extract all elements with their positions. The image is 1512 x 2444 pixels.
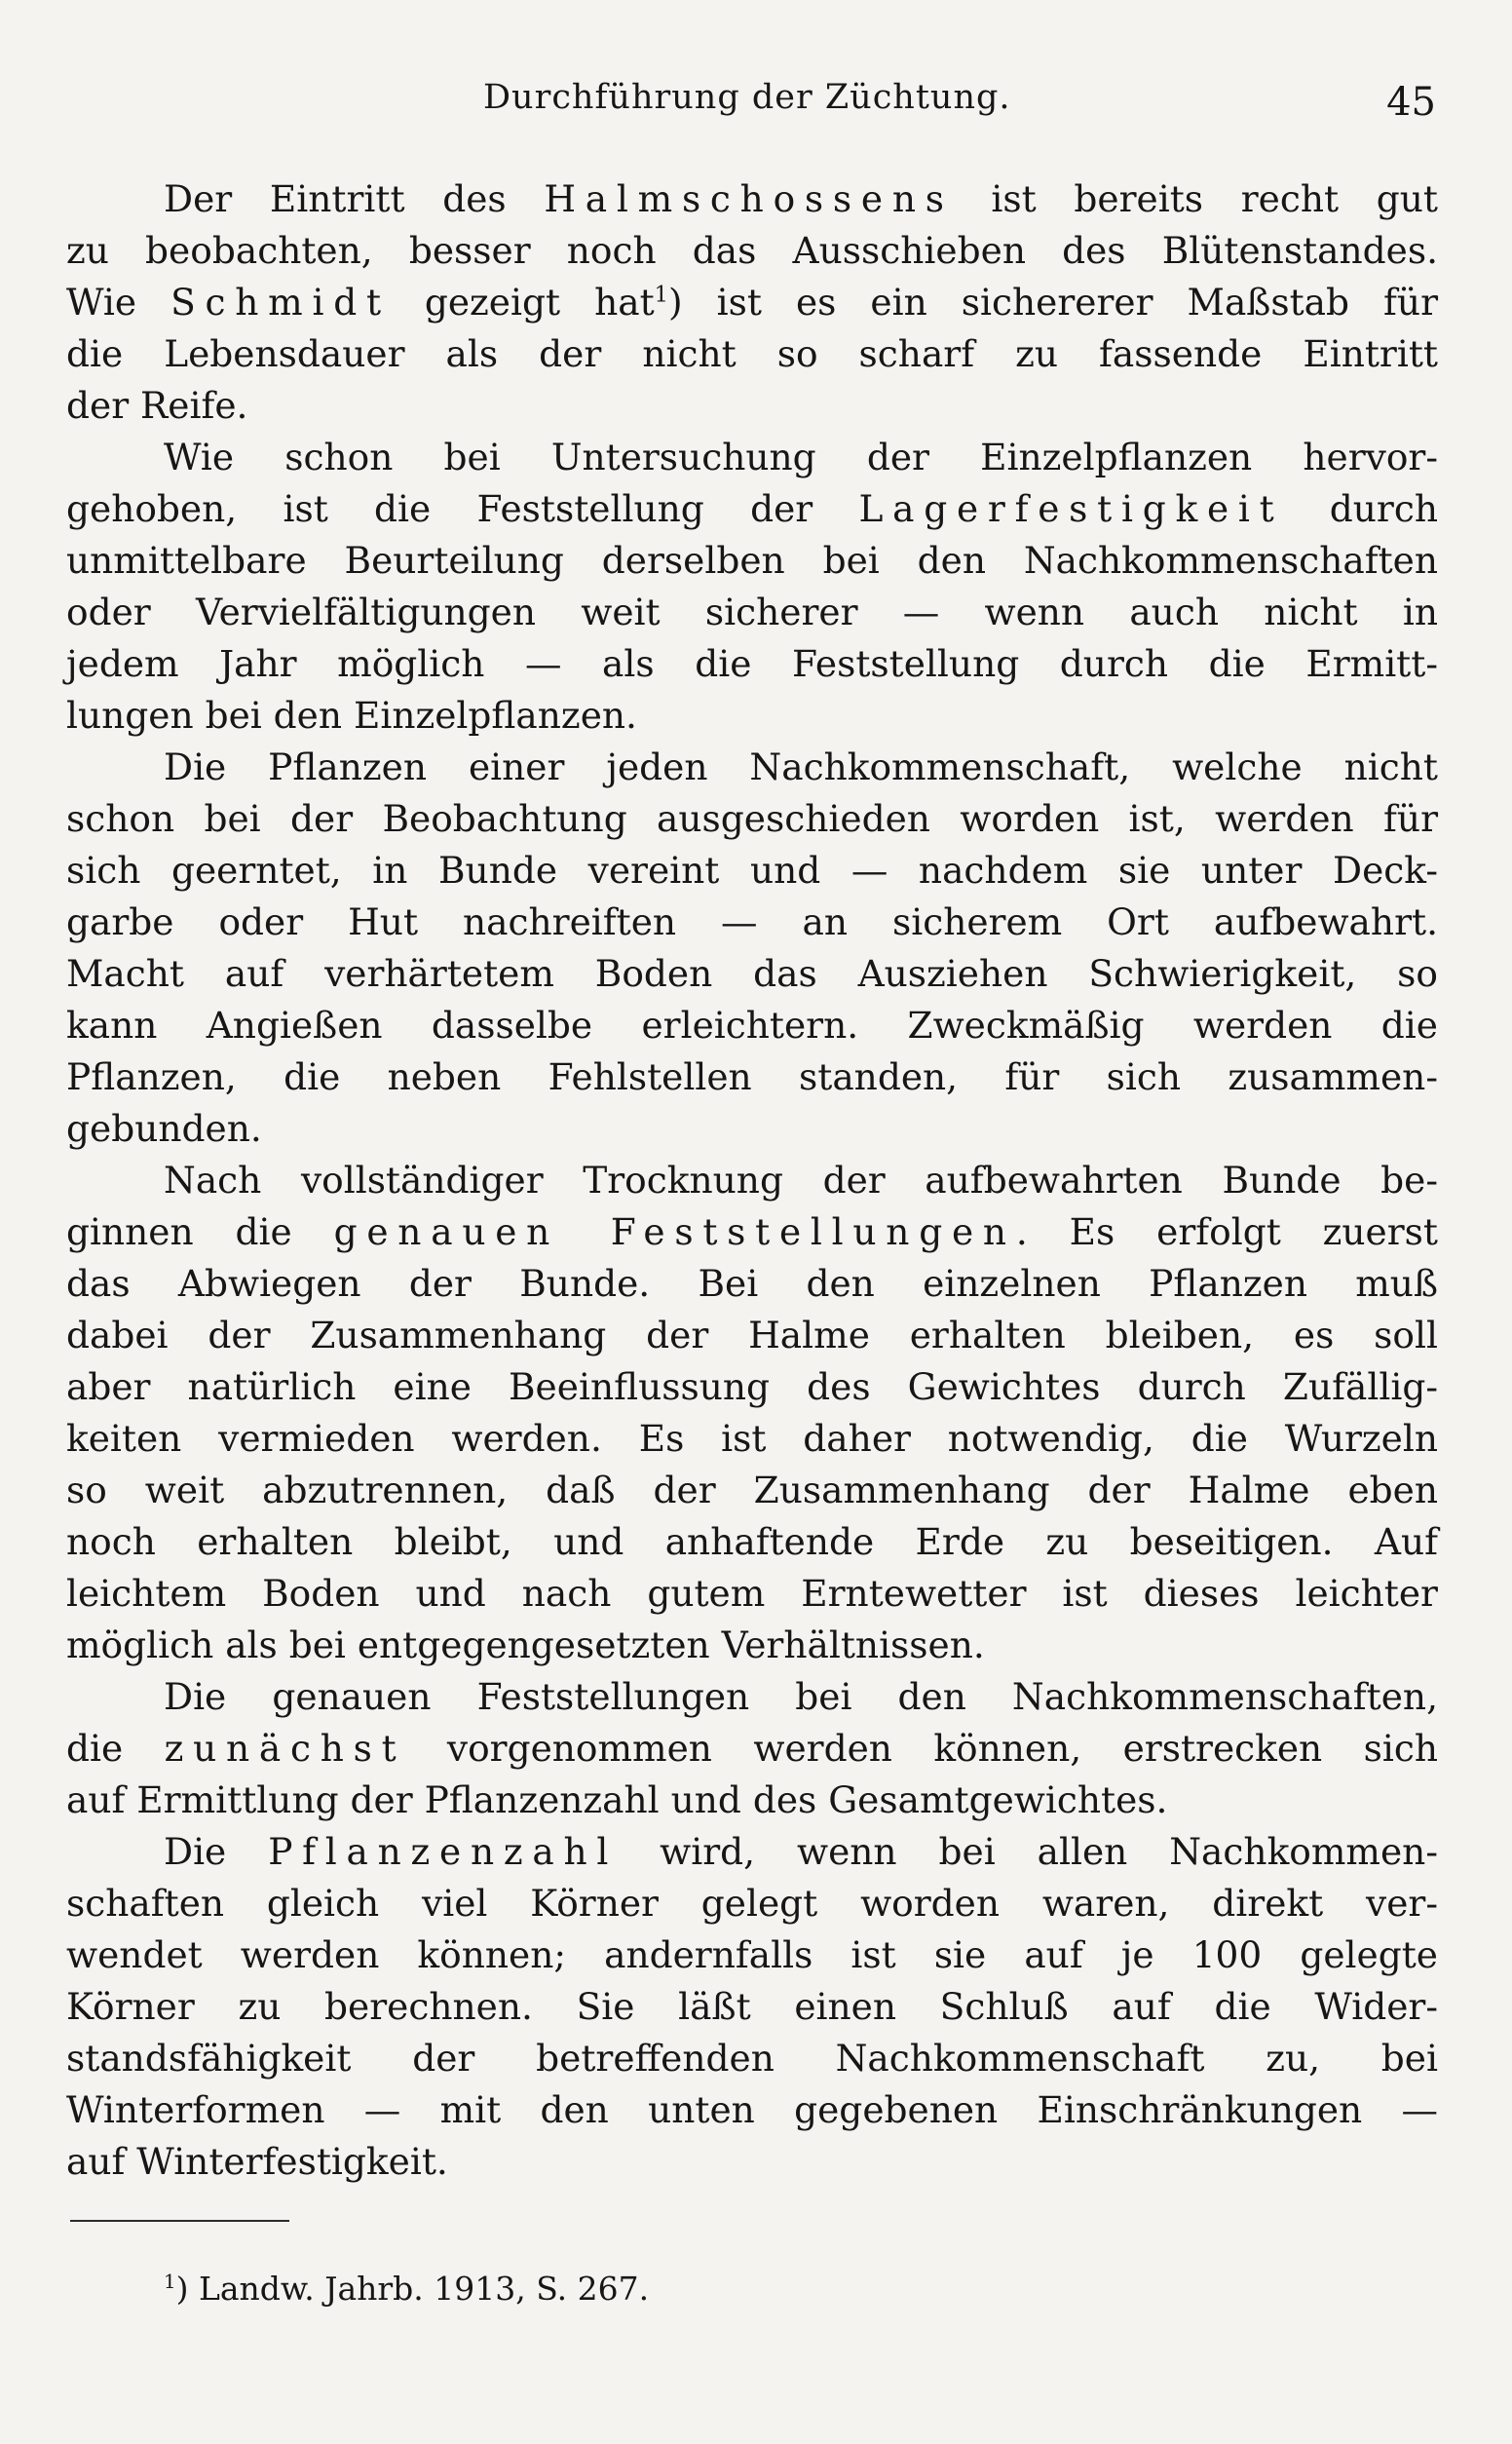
- text-line: [66, 793, 1438, 845]
- text-run: dabei der Zusammenhang der Halme erhalten bleiben, es soll: [66, 1314, 1438, 1356]
- footnote-marker: 1: [164, 2271, 176, 2293]
- text-run: Die genauen Feststellungen bei den Nachkommenschaften,: [164, 1675, 1438, 1718]
- text-line: [66, 948, 1438, 1000]
- running-title: Durchführung der Züchtung.: [483, 78, 1011, 117]
- text-run: so weit abzutrennen, daß der Zusammenhang der Halme eben: [66, 1469, 1438, 1511]
- text-run: Pflanzen, die neben Fehlstellen standen, für sich zusammen-: [66, 1055, 1438, 1098]
- footnote-text: ) Landw. Jahrb. 1913, S. 267.: [175, 2270, 650, 2308]
- text-line: [66, 1671, 1438, 1723]
- text-run: das Abwiegen der Bunde. Bei den einzelnen Pflanzen muß: [66, 1262, 1438, 1305]
- text-run: Wie: [66, 281, 171, 324]
- text-run: lungen bei den Einzelpflanzen.: [66, 694, 637, 737]
- text-run: Wie schon bei Untersuchung der Einzelpflanzen hervor-: [164, 436, 1438, 478]
- text-line: [66, 1620, 1438, 1671]
- text-run: leichtem Boden und nach gutem Erntewetter ist dieses leichter: [66, 1572, 1438, 1615]
- text-run: schaften gleich viel Körner gelegt worden waren, direkt ver-: [66, 1882, 1438, 1925]
- text-line: [66, 277, 1438, 328]
- spaced-emphasis: Pflanzenzahl: [268, 1830, 619, 1873]
- text-line: [66, 380, 1438, 432]
- text-run: standsfähigkeit der betreffenden Nachkommenschaft zu, bei: [66, 2037, 1438, 2080]
- text-line: [66, 1516, 1438, 1568]
- text-line: [66, 1310, 1438, 1361]
- text-run: der Reife.: [66, 384, 248, 427]
- text-run: wird, wenn bei allen Nachkommen-: [618, 1830, 1438, 1873]
- text-run: sich geerntet, in Bunde vereint und — nachdem sie unter Deck-: [66, 849, 1438, 892]
- page-number: 45: [1386, 80, 1436, 125]
- text-line: [66, 1826, 1438, 1878]
- text-line: [66, 1929, 1438, 1981]
- text-run: jedem Jahr möglich — als die Feststellung durch die Ermitt-: [66, 642, 1438, 685]
- spaced-emphasis: zunächst: [164, 1727, 406, 1770]
- text-line: [66, 535, 1438, 587]
- text-line: [66, 483, 1438, 535]
- footnote-reference: 1: [654, 282, 668, 308]
- text-line: [66, 1051, 1438, 1103]
- text-run: garbe oder Hut nachreiften — an sicherem Ort aufbewahrt.: [66, 900, 1438, 943]
- spaced-emphasis: genauen Feststellungen: [333, 1210, 1016, 1253]
- text-run: vorgenommen werden können, erstrecken sich: [405, 1727, 1438, 1770]
- text-line: [66, 173, 1438, 225]
- text-line: [66, 2033, 1438, 2084]
- text-run: ist bereits recht gut: [953, 177, 1438, 220]
- text-line: [66, 1723, 1438, 1775]
- text-line: [66, 1465, 1438, 1516]
- text-run: keiten vermieden werden. Es ist daher notwendig, die Wurzeln: [66, 1417, 1438, 1460]
- text-line: [66, 1206, 1438, 1258]
- text-line: [66, 742, 1438, 793]
- body-text: [66, 173, 1438, 2188]
- text-line: [66, 2136, 1438, 2188]
- text-run: oder Vervielfältigungen weit sicherer — wenn auch nicht in: [66, 591, 1438, 633]
- spaced-emphasis: Schmidt: [170, 281, 391, 324]
- text-run: möglich als bei entgegengesetzten Verhältnissen.: [66, 1623, 985, 1666]
- text-line: [66, 1878, 1438, 1929]
- text-run: Die Pflanzen einer jeden Nachkommenschaft, welche nicht: [164, 745, 1438, 788]
- text-run: gezeigt hat: [390, 281, 655, 324]
- text-run: kann Angießen dasselbe erleichtern. Zweckmäßig werden die: [66, 1004, 1438, 1047]
- text-run: ) ist es ein sichererer Maßstab für: [668, 281, 1438, 324]
- text-run: Die: [164, 1830, 269, 1873]
- text-run: Körner zu berechnen. Sie läßt einen Schluß auf die Wider-: [66, 1985, 1438, 2028]
- text-line: [66, 225, 1438, 277]
- text-line: [66, 1000, 1438, 1051]
- text-run: durch: [1283, 487, 1438, 530]
- text-run: ginnen die: [66, 1210, 334, 1253]
- text-line: [66, 328, 1438, 380]
- text-line: [66, 1981, 1438, 2033]
- text-line: [66, 1258, 1438, 1310]
- spaced-emphasis: Lagerfestigkeit: [858, 487, 1284, 530]
- text-line: [66, 690, 1438, 742]
- text-run: wendet werden können; andernfalls ist sie auf je 100 gelegte: [66, 1933, 1438, 1976]
- text-line: [66, 897, 1438, 948]
- text-run: gebunden.: [66, 1107, 262, 1150]
- text-run: unmittelbare Beurteilung derselben bei den Nachkommenschaften: [66, 539, 1438, 582]
- text-line: [66, 2084, 1438, 2136]
- text-run: . Es erfolgt zuerst: [1015, 1210, 1438, 1253]
- text-run: schon bei der Beobachtung ausgeschieden worden ist, werden für: [66, 797, 1438, 840]
- text-line: [66, 432, 1438, 483]
- text-run: die Lebensdauer als der nicht so scharf zu fassende Eintritt: [66, 332, 1438, 375]
- text-line: [66, 1155, 1438, 1206]
- text-run: aber natürlich eine Beeinflussung des Gewichtes durch Zufällig-: [66, 1365, 1438, 1408]
- text-line: [66, 845, 1438, 897]
- text-run: gehoben, ist die Feststellung der: [66, 487, 859, 530]
- text-line: [66, 587, 1438, 638]
- footnote-separator: [70, 2220, 289, 2222]
- text-run: auf Winterfestigkeit.: [66, 2140, 448, 2183]
- text-run: die: [66, 1727, 165, 1770]
- footnote: [164, 2270, 649, 2309]
- text-line: [66, 1413, 1438, 1465]
- text-run: Der Eintritt des: [164, 177, 545, 220]
- text-run: Macht auf verhärtetem Boden das Ausziehen Schwierigkeit, so: [66, 952, 1438, 995]
- spaced-emphasis: Halmschossens: [544, 177, 954, 220]
- text-line: [66, 1361, 1438, 1413]
- text-run: Winterformen — mit den unten gegebenen Einschränkungen —: [66, 2088, 1438, 2131]
- text-run: auf Ermittlung der Pflanzenzahl und des Gesamtgewichtes.: [66, 1778, 1168, 1821]
- text-line: [66, 1775, 1438, 1826]
- text-run: zu beobachten, besser noch das Ausschieben des Blütenstandes.: [66, 229, 1438, 272]
- text-line: [66, 638, 1438, 690]
- text-run: noch erhalten bleibt, und anhaftende Erde zu beseitigen. Auf: [66, 1520, 1438, 1563]
- text-run: Nach vollständiger Trocknung der aufbewahrten Bunde be-: [164, 1159, 1438, 1202]
- text-line: [66, 1103, 1438, 1155]
- text-line: [66, 1568, 1438, 1620]
